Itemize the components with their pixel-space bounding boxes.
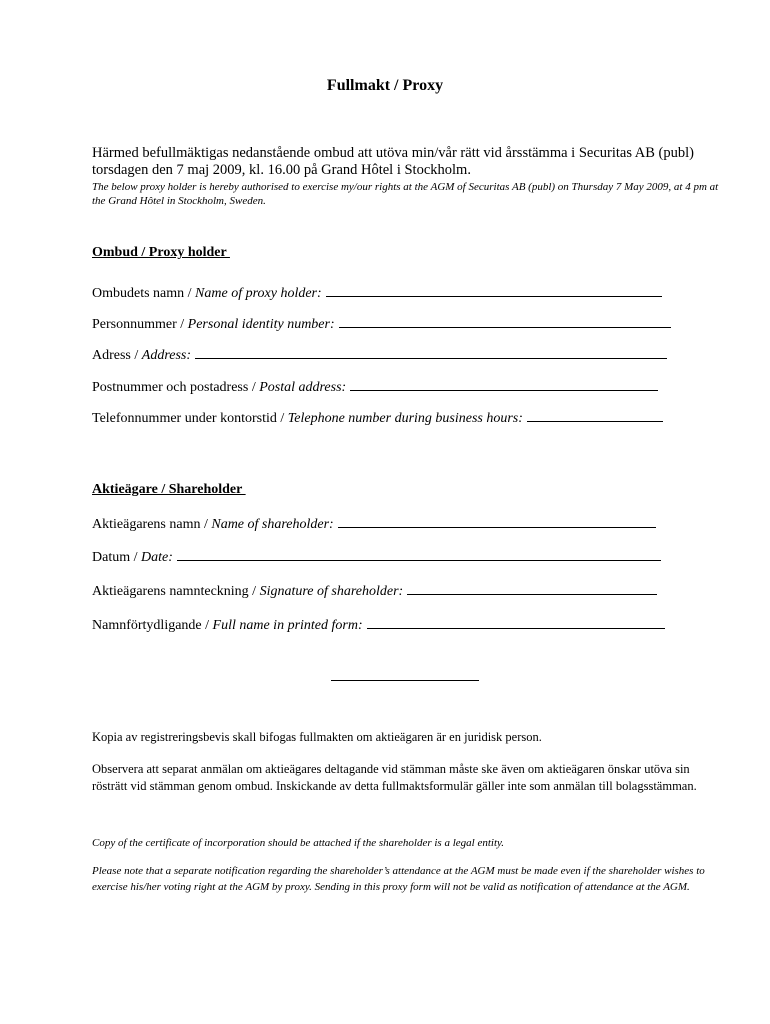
field-label-sv: Ombudets namn / — [92, 286, 196, 301]
proxy-identity-number-field[interactable] — [92, 315, 671, 333]
note-english-attendance: Please note that a separate notification regarding the shareholder’s attendance at the AGM must be made even if the shareholder wishes to exercise his/her voting right at the AGM by proxy. Sending in this proxy form will not be valid as notification of attendance at the AGM. — [92, 865, 705, 893]
proxy-name-field[interactable] — [92, 284, 662, 302]
field-label-en: Telephone number during business hours: — [287, 411, 523, 426]
shareholder-heading: Aktieägare / Shareholder — [92, 482, 246, 497]
intro-block — [92, 145, 732, 208]
printed-name-line[interactable] — [367, 616, 665, 629]
field-label-sv: Telefonnummer under kontorstid / — [92, 411, 288, 426]
field-label-en: Date: — [141, 550, 173, 565]
note-english-registration: Copy of the certificate of incorporation should be attached if the shareholder is a legal entity. — [92, 837, 505, 849]
field-label-sv: Aktieägarens namn / — [92, 517, 212, 532]
intro-english: The below proxy holder is hereby authorised to exercise my/our rights at the AGM of Securitas AB (publ) on Thursday 7 May 2009, at 4 pm at the Grand Hôtel in Stockholm, Sweden. — [92, 181, 719, 207]
note-swedish-attendance: Observera att separat anmälan om aktieägares deltagande vid stämman måste ske även om aktieägaren önskar utöva sin rösträtt vid stämman genom ombud. Inskickande av detta fullmaktsformulär gäller inte som anmälan till bolagsstämman. — [92, 762, 697, 793]
proxy-identity-number-line[interactable] — [339, 315, 671, 328]
signature-field[interactable] — [92, 582, 657, 600]
printed-name-field[interactable] — [92, 616, 665, 634]
field-label-en: Name of proxy holder: — [195, 286, 322, 301]
proxy-postal-address-field[interactable] — [92, 378, 658, 396]
intro-swedish: Härmed befullmäktigas nedanstående ombud att utöva min/vår rätt vid årsstämma i Securitas AB (publ) torsdagen den 7 maj 2009, kl. 16.00 på Grand Hôtel i Stockholm. — [92, 145, 694, 178]
proxy-address-field[interactable] — [92, 346, 667, 364]
field-label-en: Address: — [141, 348, 192, 363]
field-label-en: Name of shareholder: — [211, 517, 334, 532]
proxy-address-line[interactable] — [195, 346, 667, 359]
field-label-sv: Namnförtydligande / — [92, 618, 213, 633]
proxy-postal-address-line[interactable] — [350, 378, 658, 391]
proxy-holder-heading: Ombud / Proxy holder — [92, 245, 230, 260]
note-swedish-registration: Kopia av registreringsbevis skall bifogas fullmakten om aktieägaren är en juridisk person. — [92, 730, 542, 744]
field-label-sv: Adress / — [92, 348, 142, 363]
field-label-en: Full name in printed form: — [212, 618, 363, 633]
field-label-en: Signature of shareholder: — [259, 584, 404, 599]
signature-line[interactable] — [407, 582, 657, 595]
field-label-sv: Personnummer / — [92, 317, 188, 332]
field-label-en: Personal identity number: — [187, 317, 335, 332]
proxy-telephone-line[interactable] — [527, 409, 663, 422]
divider-line — [331, 680, 479, 681]
proxy-telephone-field[interactable] — [92, 409, 663, 427]
field-label-en: Postal address: — [259, 380, 347, 395]
shareholder-name-line[interactable] — [338, 515, 656, 528]
proxy-name-line[interactable] — [326, 284, 662, 297]
page-title: Fullmakt / Proxy — [326, 77, 444, 94]
field-label-sv: Postnummer och postadress / — [92, 380, 260, 395]
date-field[interactable] — [92, 548, 661, 566]
shareholder-name-field[interactable] — [92, 515, 656, 533]
field-label-sv: Datum / — [92, 550, 141, 565]
field-label-sv: Aktieägarens namnteckning / — [92, 584, 260, 599]
date-line[interactable] — [177, 548, 661, 561]
